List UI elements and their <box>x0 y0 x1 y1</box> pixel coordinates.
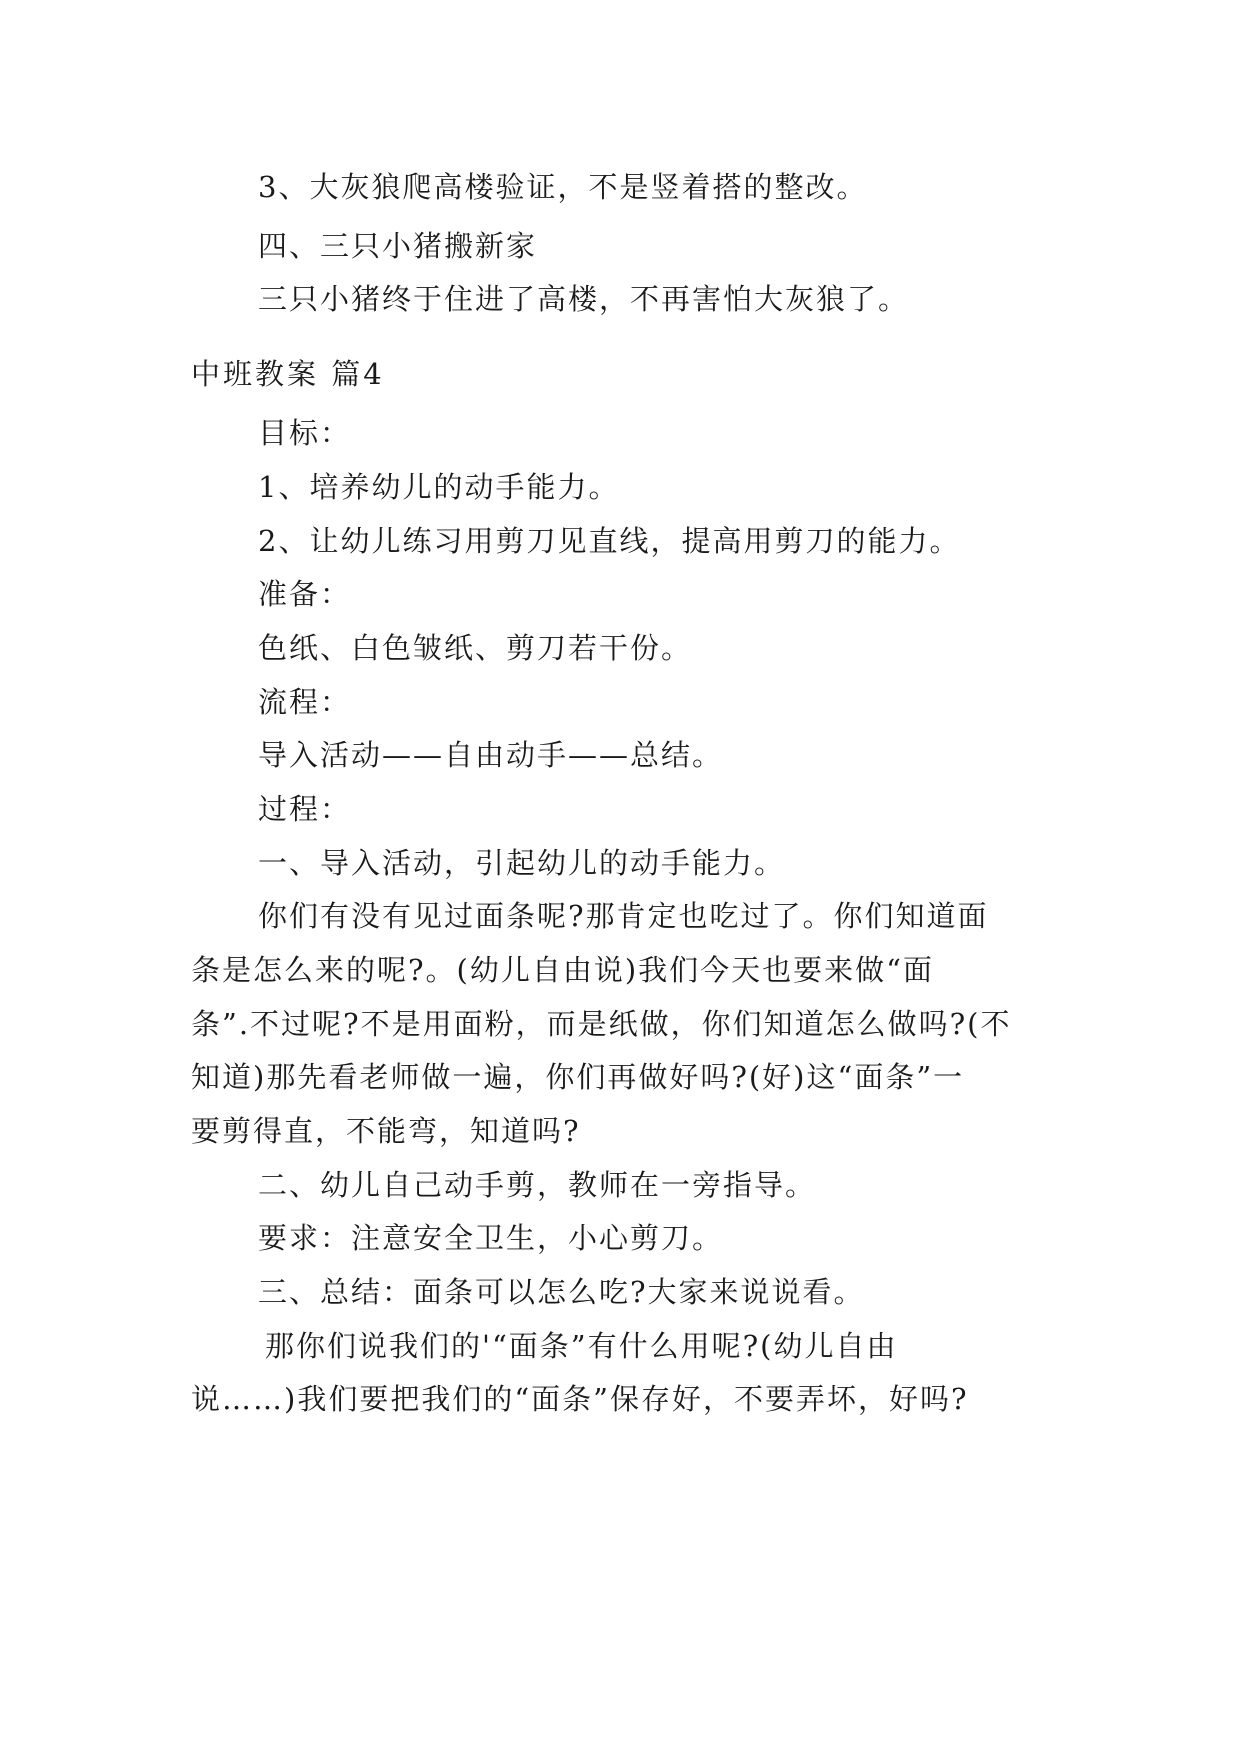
requirement-text: 要求：注意安全卫生，小心剪刀。 <box>258 1221 724 1255</box>
process-step-1: 一、导入活动，引起幼儿的动手能力。 <box>258 846 786 880</box>
process-step-2: 二、幼儿自己动手剪，教师在一旁指导。 <box>258 1168 817 1202</box>
paragraph-line: 条是怎么来的呢?。(幼儿自由说)我们今天也要来做“面 <box>191 953 935 987</box>
label-process: 过程： <box>258 792 352 826</box>
label-flow: 流程： <box>258 685 352 719</box>
process-step-3: 三、总结：面条可以怎么吃?大家来说说看。 <box>258 1275 865 1309</box>
goal-item-1: 1、培养幼儿的动手能力。 <box>258 470 620 504</box>
paragraph-line: 那你们说我们的'“面条”有什么用呢?(幼儿自由 <box>265 1329 898 1363</box>
goal-item-2: 2、让幼儿练习用剪刀见直线，提高用剪刀的能力。 <box>258 524 961 558</box>
paragraph-part-4: 四、三只小猪搬新家 <box>258 229 538 263</box>
flow-text: 导入活动——自由动手——总结。 <box>258 738 724 772</box>
preparation-text: 色纸、白色皱纸、剪刀若干份。 <box>258 631 693 665</box>
paragraph-line: 条”.不过呢?不是用面粉，而是纸做，你们知道怎么做吗?(不 <box>191 1007 1012 1041</box>
paragraph-line: 知道)那先看老师做一遍，你们再做好吗?(好)这“面条”一 <box>191 1060 965 1094</box>
paragraph-line: 要剪得直，不能弯，知道吗? <box>191 1114 581 1148</box>
paragraph-step-3: 3、大灰狼爬高楼验证，不是竖着搭的整改。 <box>258 170 868 204</box>
label-goals: 目标： <box>258 416 352 450</box>
label-preparation: 准备： <box>258 577 352 611</box>
paragraph-line: 说……)我们要把我们的“面条”保存好，不要弄坏，好吗? <box>191 1382 969 1416</box>
paragraph-conclusion: 三只小猪终于住进了高楼，不再害怕大灰狼了。 <box>258 282 910 316</box>
lesson-heading: 中班教案 篇4 <box>191 357 385 391</box>
paragraph-line: 你们有没有见过面条呢?那肯定也吃过了。你们知道面 <box>258 899 989 933</box>
